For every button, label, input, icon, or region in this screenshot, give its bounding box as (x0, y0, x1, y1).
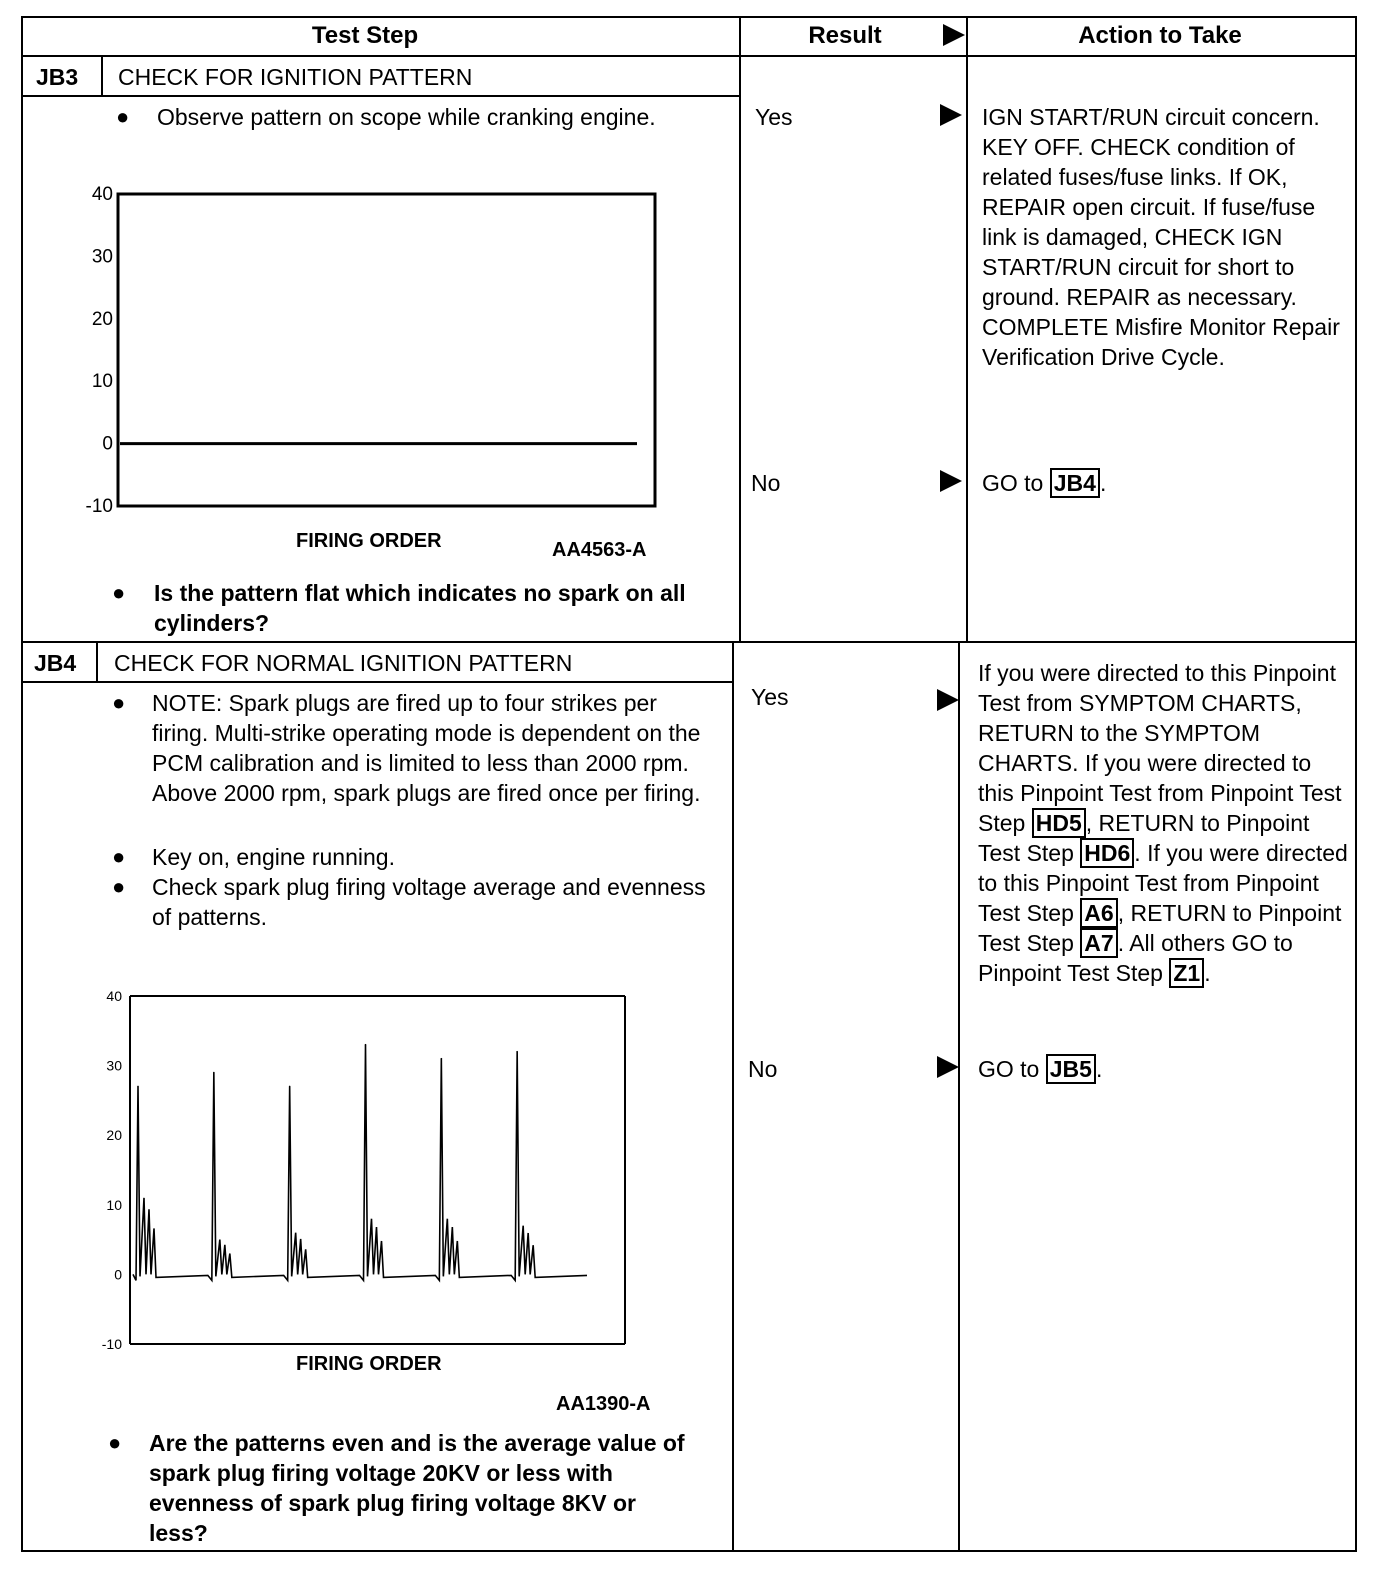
jb4-no-action-suffix: . (1095, 1056, 1103, 1082)
header-arrow-icon (943, 24, 965, 46)
y-tick-label: 0 (114, 1266, 122, 1283)
bullet-icon: ● (112, 690, 126, 715)
firing-peak-point (213, 1072, 215, 1074)
jb4-no-arrow-icon (937, 1056, 959, 1078)
jb3-chart-svg (70, 180, 670, 520)
jb4-yes-text-3: . If you were directed to this Pinpoint Test from Pinpoint Test Step (978, 840, 1348, 926)
jb3-title: CHECK FOR IGNITION PATTERN (118, 64, 473, 90)
jb3-no-action (982, 468, 1106, 498)
col-divider-1b (732, 642, 734, 1552)
jb4-note: NOTE: Spark plugs are fired up to four strikes per firing. Multi-strike operating mode is dependent on the PCM calibration and is limited to less than 2000 rpm. Above 2000 rpm, spark plugs are fired once per firing. (152, 690, 701, 806)
jb4-no-action (978, 1054, 1102, 1084)
border-bottom (21, 1550, 1357, 1552)
y-tick-label: -10 (101, 1336, 122, 1349)
bullet-icon: ● (112, 874, 126, 899)
y-tick-label: 20 (91, 308, 113, 330)
jb4-no-action-prefix: GO to (978, 1056, 1040, 1082)
jb4-yes-text-6: . (1204, 960, 1211, 986)
header-test-step: Test Step (311, 22, 419, 49)
bullet-icon: ● (108, 1430, 122, 1455)
jb3-question: Is the pattern flat which indicates no spark on all cylinders? (154, 580, 686, 636)
jb4-title-rule (21, 681, 734, 683)
jb4-yes-label: Yes (751, 684, 789, 710)
jb3-id-divider (101, 57, 103, 97)
jb4-bullet-key-on: Key on, engine running. (152, 844, 395, 870)
jb4-chart-svg (80, 984, 640, 1349)
y-tick-label: -10 (85, 496, 113, 517)
jb3-bullet-observe: Observe pattern on scope while cranking engine. (157, 104, 656, 130)
jb3-no-label: No (751, 470, 781, 496)
firing-peak-point (289, 1086, 291, 1088)
jb3-no-arrow-icon (940, 470, 962, 492)
jb4-yes-text-2: , RETURN to Pinpoint Test Step (978, 810, 1310, 866)
y-tick-label: 20 (106, 1127, 122, 1144)
jb3-yes-label: Yes (755, 104, 793, 130)
ref-a6[interactable]: A6 (1080, 898, 1117, 928)
jb4-id-divider (96, 643, 98, 683)
jb3-no-action-ref[interactable]: JB4 (1050, 468, 1100, 498)
ref-a7[interactable]: A7 (1080, 928, 1117, 958)
border-left (21, 16, 23, 1552)
bullet-icon: ● (112, 844, 126, 869)
jb4-chart-xlabel: FIRING ORDER (296, 1353, 442, 1375)
y-tick-label: 30 (91, 246, 113, 268)
row-divider (21, 641, 1357, 643)
header-rule (21, 55, 1357, 57)
plot-frame (118, 194, 655, 506)
jb4-bullet-check: Check spark plug firing voltage average and evenness of patterns. (152, 874, 706, 930)
jb4-no-label: No (748, 1056, 778, 1082)
y-tick-label: 10 (106, 1196, 122, 1213)
jb4-chart (80, 984, 640, 1349)
y-tick-label: 40 (91, 184, 113, 205)
jb3-no-action-prefix: GO to (982, 470, 1044, 496)
jb3-chart (70, 180, 670, 520)
y-tick-label: 10 (91, 371, 113, 393)
jb4-yes-arrow-icon (937, 689, 959, 711)
header-action: Action to Take (1078, 22, 1242, 49)
col-divider-2b (958, 642, 960, 1552)
bullet-icon: ● (116, 104, 130, 129)
jb4-question: Are the patterns even and is the average value of spark plug firing voltage 20KV or less with evenness of spark plug firing voltage 8KV or less? (149, 1430, 685, 1546)
firing-peak-point (365, 1044, 367, 1046)
border-top (21, 16, 1357, 18)
jb4-yes-action (978, 658, 1350, 988)
jb3-yes-action: IGN START/RUN circuit concern. KEY OFF. CHECK condition of related fuses/fuse links. If OK, REPAIR open circuit. If fuse/fuse link is damaged, CHECK IGN START/RUN circuit for short to ground. REPAIR as necessary. COMPLETE Misfire Monitor Repair Verification Drive Cycle. (982, 104, 1340, 370)
header-result: Result (808, 22, 882, 49)
jb3-title-rule (21, 95, 741, 97)
jb3-step-id: JB3 (36, 64, 79, 90)
col-divider-2 (966, 16, 968, 642)
jb4-yes-text-4: , RETURN to Pinpoint Test Step (978, 900, 1342, 956)
jb4-yes-text-5: . All others GO to Pinpoint Test Step (978, 930, 1293, 986)
firing-peak-point (441, 1058, 443, 1060)
firing-peak-point (137, 1086, 139, 1088)
col-divider-1 (739, 16, 741, 642)
ref-hd6[interactable]: HD6 (1080, 838, 1134, 868)
border-right (1355, 16, 1357, 1552)
y-tick-label: 30 (106, 1057, 122, 1074)
jb3-no-action-suffix: . (1099, 470, 1107, 496)
y-tick-label: 0 (102, 433, 113, 455)
jb4-title: CHECK FOR NORMAL IGNITION PATTERN (114, 650, 573, 676)
jb3-chart-code: AA4563-A (552, 539, 647, 561)
bullet-icon: ● (112, 580, 126, 605)
series-ignition-trace (133, 1045, 587, 1281)
jb4-chart-code: AA1390-A (556, 1393, 651, 1415)
firing-peak-point (516, 1051, 518, 1053)
jb4-yes-text-1: If you were directed to this Pinpoint Test from SYMPTOM CHARTS, RETURN to the SYMPTOM CHARTS. If you were directed to this Pinpoint Test from Pinpoint Test Step (978, 660, 1342, 836)
ref-z1[interactable]: Z1 (1169, 958, 1204, 988)
jb4-step-id: JB4 (34, 650, 77, 676)
jb4-no-action-ref[interactable]: JB5 (1046, 1054, 1096, 1084)
y-tick-label: 40 (106, 988, 122, 1004)
ref-hd5[interactable]: HD5 (1032, 808, 1086, 838)
jb3-chart-xlabel: FIRING ORDER (296, 530, 442, 552)
jb3-yes-arrow-icon (940, 104, 962, 126)
